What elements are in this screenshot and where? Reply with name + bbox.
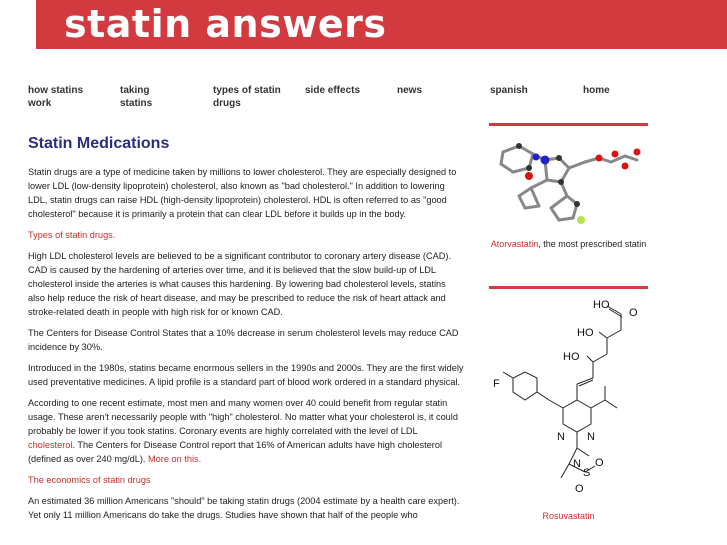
site-banner — [36, 0, 727, 49]
svg-text:HO: HO — [563, 351, 580, 363]
nav-side-effects[interactable]: side effects — [305, 85, 361, 96]
svg-text:F: F — [493, 378, 500, 390]
nav-taking-statins[interactable]: taking statins — [120, 85, 153, 109]
page-title: Statin Medications — [28, 135, 170, 152]
nav-spanish[interactable]: spanish — [490, 85, 528, 96]
svg-text:N: N — [587, 431, 595, 443]
nav-how-statins-work[interactable]: how statins work — [28, 85, 84, 109]
rosuvastatin-structure-image — [489, 292, 648, 502]
cdc-paragraph: The Centers for Disease Control States that a 10% decrease in serum cholesterol levels may reduce CAD incidence by 30%. — [28, 328, 459, 352]
svg-text:O: O — [595, 457, 604, 469]
rosuvastatin-link[interactable]: Rosuvastatin — [542, 511, 595, 521]
cholesterol-link[interactable]: cholesterol — [28, 440, 73, 450]
svg-text:HO: HO — [593, 299, 610, 311]
svg-text:HO: HO — [577, 327, 594, 339]
svg-text:O: O — [629, 307, 638, 319]
estimate-paragraph: According to one recent estimate, most men and many women over 40 could benefit from regular statin usage. These aren't necessarily people with "high" cholesterol. No matter what your cholesterol is, it could probably be lower if you took statins. Coronary events are highly correlated with the level of LDL cholesterol. The Centers for Disease Control report that 16% of American adults have high cholesterol (defined as over 240 mg/dL). More on this. — [28, 398, 458, 464]
economics-link[interactable]: The economics of statin drugs — [28, 475, 151, 485]
nav-types-of-statin-drugs[interactable]: types of statin drugs — [213, 85, 281, 109]
sidebar-divider-top — [489, 123, 648, 126]
atorvastatin-molecule-image — [489, 130, 648, 230]
svg-text:N: N — [573, 458, 581, 470]
cad-paragraph: High LDL cholesterol levels are believed to be a significant contributor to coronary artery disease (CAD). CAD is caused by the hardening of arteries over time, and it is believed that the slow build-up of LDL cholesterol inside the arteries is what causes this hardening. By lowering bad cholesterol levels, statins also help reduce the risk of heart disease, and may be prescribed to reduce the risk of heart attack and stroke-related death in people with high risk for or known CAD. — [28, 251, 452, 317]
economics-paragraph: An estimated 36 million Americans "should" be taking statin drugs (2004 estimate by a health care expert). Yet only 11 million Americans do take the drugs. Studies have shown that half of the people who — [28, 496, 460, 520]
history-paragraph: Introduced in the 1980s, statins became enormous sellers in the 1990s and 2000s. They are the first widely used preventative medicines. A lipid profile is a standard part of blood work ordered in a standard physical. — [28, 363, 464, 387]
sidebar-divider-middle — [489, 286, 648, 289]
main-content — [28, 134, 464, 529]
atorvastatin-caption: Atorvastatin, the most prescribed statin — [490, 239, 647, 249]
nav-home[interactable]: home — [583, 85, 610, 96]
more-on-this-link[interactable]: More on this. — [148, 454, 202, 464]
site-title[interactable]: statin answers — [64, 2, 387, 46]
rosuvastatin-caption — [489, 510, 648, 523]
nav-news[interactable]: news — [397, 85, 423, 96]
svg-text:O: O — [575, 483, 584, 495]
svg-text:N: N — [557, 431, 565, 443]
atorvastatin-link[interactable]: Atorvastatin — [490, 239, 539, 249]
types-of-statin-drugs-link[interactable]: Types of statin drugs. — [28, 230, 116, 240]
svg-text:S: S — [583, 467, 591, 479]
intro-paragraph: Statin drugs are a type of medicine taken by millions to lower cholesterol. They are especially designed to lower LDL (low-density lipoprotein) cholesterol, also known as "bad cholesterol." In addition to lowering LDL, statin drugs can raise HDL (high-density lipoprotein) cholesterol. HDL is often referred to as "good cholesterol" because it is primarily a protein that can clear LDL before it builds up in the body. — [28, 167, 457, 219]
